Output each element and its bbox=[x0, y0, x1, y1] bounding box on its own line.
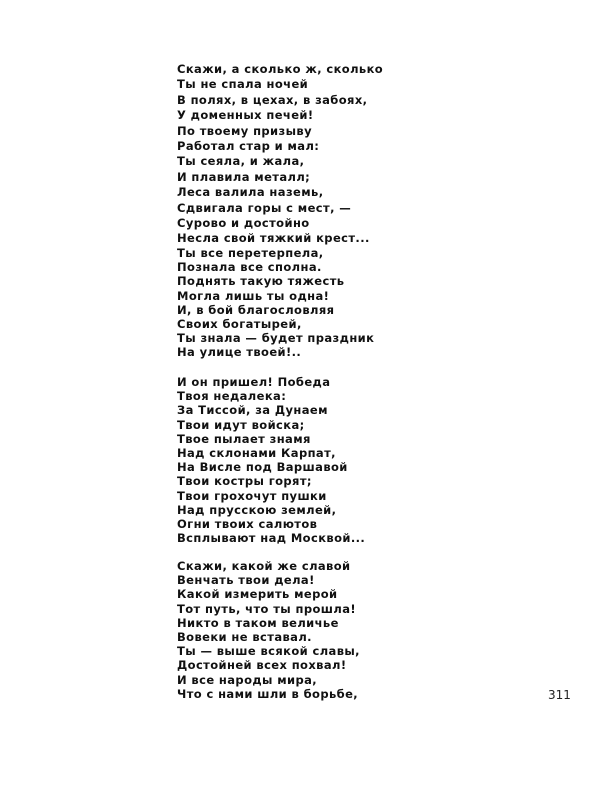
poem-line: Всплывают над Москвой... bbox=[177, 531, 366, 546]
poem-line: Несла свой тяжкий крест... bbox=[177, 231, 370, 246]
poem-line: Вовеки не вставал. bbox=[177, 629, 312, 644]
poem-line: Твое пылает знамя bbox=[177, 431, 311, 446]
poem-line: И он пришел! Победа bbox=[177, 375, 331, 389]
poem-line: По твоему призыву bbox=[177, 123, 312, 138]
page-number: 311 bbox=[548, 688, 571, 702]
poem-line: Твои костры горят; bbox=[177, 474, 312, 489]
poem-line: Ты сеяла, и жала, bbox=[177, 154, 305, 169]
poem-line: Ты знала — будет праздник bbox=[177, 331, 375, 346]
poem-line: Скажи, а сколько ж, сколько bbox=[177, 62, 384, 76]
poem-line: Твоя недалека: bbox=[177, 389, 287, 404]
poem-line: Венчать твои дела! bbox=[177, 573, 315, 588]
poem-line: Познала все сполна. bbox=[177, 260, 322, 275]
poem-line: Ты не спала ночей bbox=[177, 77, 309, 92]
poem-line: Работал стар и мал: bbox=[177, 138, 320, 153]
poem-stanza-3 bbox=[177, 375, 365, 545]
poem-line: Своих богатырей, bbox=[177, 316, 302, 331]
poem-line: Достойней всех похвал! bbox=[177, 658, 347, 673]
poem-line: Тот путь, что ты прошла! bbox=[177, 601, 357, 616]
poem-line: Твои идут войска; bbox=[177, 417, 305, 432]
poem-line: Твои грохочут пушки bbox=[177, 488, 327, 503]
poem-line: Что с нами шли в борьбе, bbox=[177, 686, 359, 701]
poem-stanza-2 bbox=[177, 246, 374, 360]
poem-line: И, в бой благословляя bbox=[177, 302, 335, 317]
poem-line: За Тиссой, за Дунаем bbox=[177, 403, 328, 418]
poem-stanza-4 bbox=[177, 559, 360, 701]
poem-line: Над склонами Карпат, bbox=[177, 445, 336, 460]
poem-line: Какой измерить мерой bbox=[177, 587, 338, 602]
poem-line: На Висле под Варшавой bbox=[177, 460, 348, 475]
poem-line: Никто в таком величье bbox=[177, 615, 339, 630]
poem-line: Поднять такую тяжесть bbox=[177, 274, 345, 289]
poem-line: Над прусскою землей, bbox=[177, 502, 337, 517]
poem-line: Ты все перетерпела, bbox=[177, 246, 324, 260]
poem-line: Сурово и достойно bbox=[177, 215, 310, 230]
poem-line: На улице твоей!.. bbox=[177, 345, 302, 360]
poem-line: И плавила металл; bbox=[177, 169, 311, 184]
poem-line: Ты — выше всякой славы, bbox=[177, 644, 360, 659]
poem-line: Огни твоих салютов bbox=[177, 516, 318, 531]
poem-stanza-1 bbox=[177, 62, 383, 247]
poem-line: Сдвигала горы с мест, — bbox=[177, 200, 352, 215]
poem-line: И все народы мира, bbox=[177, 672, 318, 687]
poem-line: У доменных печей! bbox=[177, 108, 314, 123]
poem-line: Скажи, какой же славой bbox=[177, 559, 351, 573]
poem-line: В полях, в цехах, в забоях, bbox=[177, 92, 368, 107]
poem-line: Леса валила наземь, bbox=[177, 185, 324, 200]
poem-line: Могла лишь ты одна! bbox=[177, 288, 330, 303]
